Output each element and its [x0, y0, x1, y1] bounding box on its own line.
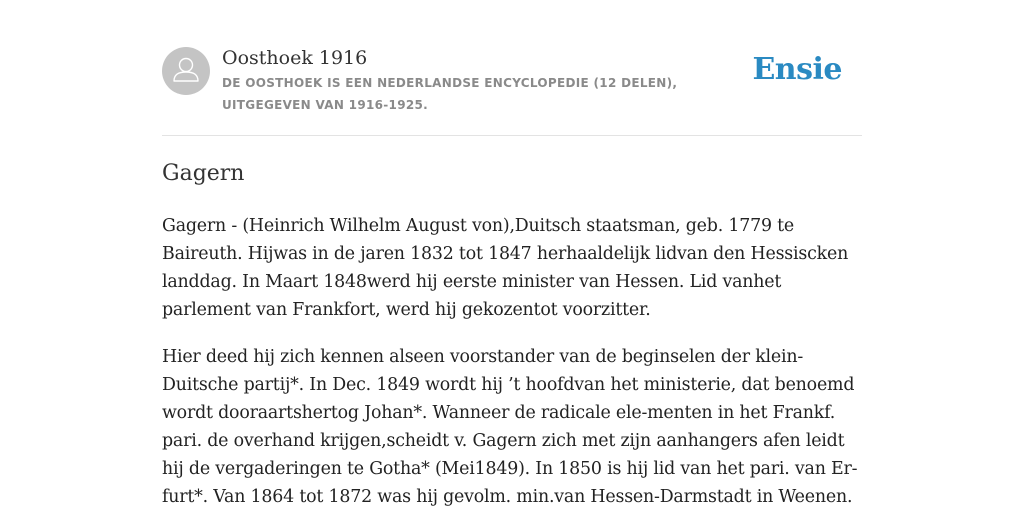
ensie-logo[interactable]: Ensie [752, 52, 842, 87]
avatar-graphic [162, 47, 210, 95]
content-column [162, 0, 862, 507]
source-header [162, 0, 862, 136]
entry-paragraph: Hier deed hij zich kennen alseen voorstander van de beginselen der klein-Duitsche partij*. In Dec. 1849 wordt hij ’t hoofdvan het ministerie, dat benoemd wordt dooraartshertog Johan*. Wanneer de radicale ele-menten in het Frankf. pari. de overhand krijgen,scheidt v. Gagern zich met zijn aanhangers afen leidt hij de vergaderingen te Gotha* (Mei1849). In 1850 is hij lid van het pari. van Er-furt*. Van 1864 tot 1872 was hij gevolm. min.van Hessen-Darmstadt in Weenen. [162, 347, 858, 507]
entry-body [162, 212, 864, 512]
entry-title: Gagern [162, 161, 245, 186]
source-title[interactable]: Oosthoek 1916 [222, 47, 368, 69]
source-description: DE OOSTHOEK IS EEN NEDERLANDSE ENCYCLOPEDIE (12 DELEN), UITGEGEVEN VAN 1916-1925. [222, 76, 678, 112]
user-silhouette-icon[interactable] [162, 47, 210, 95]
entry-paragraph: Gagern - (Heinrich Wilhelm August von),Duitsch staatsman, geb. 1779 te Baireuth. Hijwas in de jaren 1832 tot 1847 herhaaldelijk lidvan den Hessiscken landdag. In Maart 1848werd hij eerste minister van Hessen. Lid vanhet parlement van Frankfort, werd hij gekozentot voorzitter. [162, 216, 849, 320]
